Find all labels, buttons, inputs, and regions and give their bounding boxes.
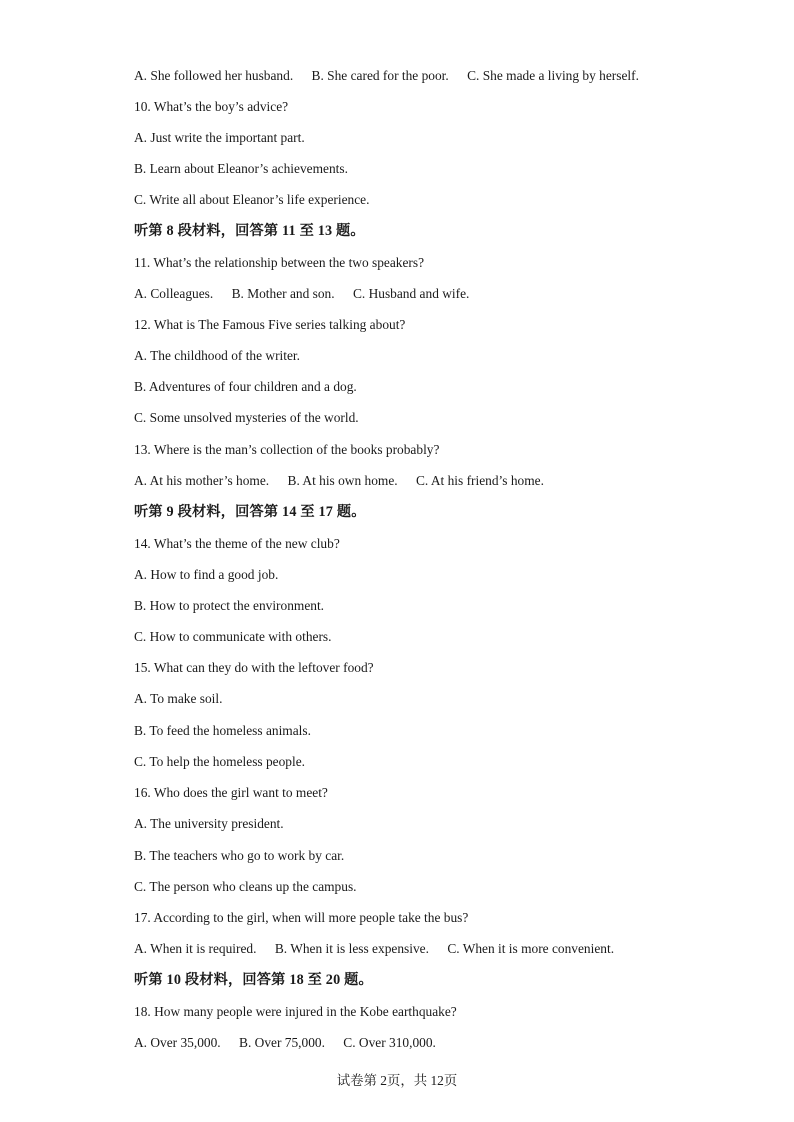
q17-options [134, 941, 614, 957]
q9-option-c: C. She made a living by herself. [467, 68, 639, 83]
q11-option-b: B. Mother and son. [231, 286, 335, 301]
q9-option-a: A. She followed her husband. [134, 68, 294, 83]
q14-option-c: C. How to communicate with others. [134, 629, 332, 644]
q12-option-c: C. Some unsolved mysteries of the world. [134, 410, 359, 425]
q10-option-a: A. Just write the important part. [134, 130, 305, 145]
q15-option-a: A. To make soil. [134, 691, 223, 706]
q10-option-c: C. Write all about Eleanor’s life experience. [134, 192, 370, 207]
q12-option-b: B. Adventures of four children and a dog. [134, 379, 357, 394]
q18-option-a: A. Over 35,000. [134, 1035, 221, 1050]
q16-option-a: A. The university president. [134, 816, 284, 831]
section-8-heading: 听第 8 段材料，回答第 11 至 13 题。 [134, 223, 365, 239]
q10-option-b: B. Learn about Eleanor’s achievements. [134, 161, 348, 176]
q11-option-a: A. Colleagues. [134, 286, 214, 301]
q17-question: 17. According to the girl, when will more people take the bus? [134, 910, 469, 925]
page-footer: 试卷第 2页，共 12页 [336, 1073, 458, 1088]
q16-question: 16. Who does the girl want to meet? [134, 785, 328, 800]
q12-question: 12. What is The Famous Five series talking about? [134, 317, 406, 332]
q15-option-c: C. To help the homeless people. [134, 754, 306, 769]
q12-option-a: A. The childhood of the writer. [134, 348, 300, 363]
q13-question: 13. Where is the man’s collection of the books probably? [134, 442, 440, 457]
section-10-heading: 听第 10 段材料，回答第 18 至 20 题。 [134, 972, 373, 988]
section-9-heading: 听第 9 段材料，回答第 14 至 17 题。 [134, 504, 366, 520]
q11-options [134, 286, 469, 302]
q9-options [134, 68, 639, 84]
q11-question: 11. What’s the relationship between the two speakers? [134, 255, 425, 270]
q17-option-b: B. When it is less expensive. [274, 941, 429, 956]
q15-question: 15. What can they do with the leftover food? [134, 660, 374, 675]
q14-option-a: A. How to find a good job. [134, 567, 279, 582]
q15-option-b: B. To feed the homeless animals. [134, 723, 311, 738]
q18-question: 18. How many people were injured in the Kobe earthquake? [134, 1004, 457, 1019]
q18-option-b: B. Over 75,000. [239, 1035, 325, 1050]
q18-options [134, 1035, 436, 1051]
q16-option-c: C. The person who cleans up the campus. [134, 879, 357, 894]
q13-option-c: C. At his friend’s home. [415, 473, 544, 488]
q13-option-b: B. At his own home. [287, 473, 398, 488]
q14-question: 14. What’s the theme of the new club? [134, 536, 340, 551]
q9-option-b: B. She cared for the poor. [311, 68, 449, 83]
q17-option-a: A. When it is required. [134, 941, 257, 956]
q16-option-b: B. The teachers who go to work by car. [134, 848, 345, 863]
q11-option-c: C. Husband and wife. [352, 286, 470, 301]
q18-option-c: C. Over 310,000. [343, 1035, 436, 1050]
q10-question: 10. What’s the boy’s advice? [134, 99, 289, 114]
q14-option-b: B. How to protect the environment. [134, 598, 325, 613]
q13-options [134, 473, 544, 489]
q13-option-a: A. At his mother’s home. [134, 473, 270, 488]
q17-option-c: C. When it is more convenient. [447, 941, 615, 956]
